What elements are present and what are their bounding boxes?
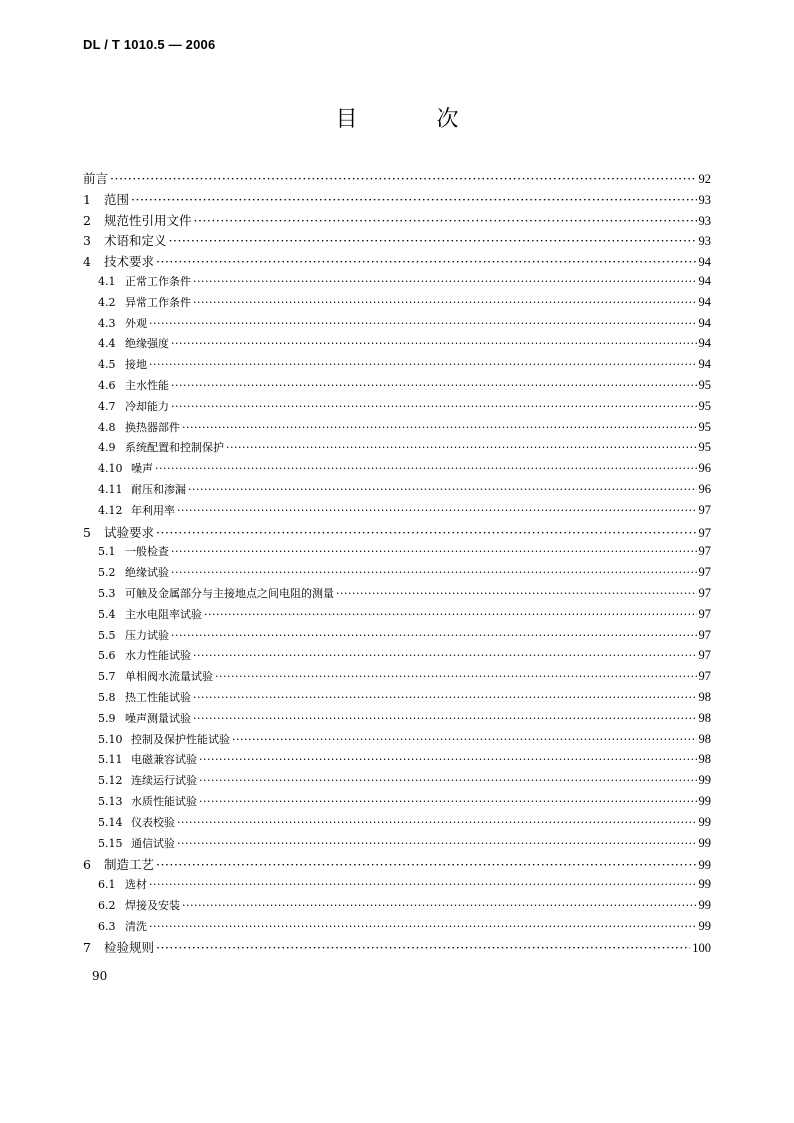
- toc-leader-dots: [169, 233, 697, 248]
- toc-entry-number: 1: [83, 191, 91, 207]
- toc-leader-dots: [188, 483, 697, 496]
- toc-entry-title: 噪声测量试验: [125, 711, 191, 725]
- toc-entry-number: 4.9: [98, 441, 116, 455]
- toc-entry-title: 前言: [83, 171, 109, 186]
- toc-entry-number: 6: [83, 857, 91, 873]
- toc-entry-page: 94: [698, 315, 711, 330]
- toc-entry-page: 98: [698, 710, 711, 725]
- toc-entry[interactable]: [83, 710, 711, 731]
- toc-leader-dots: [156, 525, 696, 540]
- toc-entry-page: 96: [698, 461, 711, 476]
- toc-leader-dots: [199, 753, 697, 766]
- toc-entry[interactable]: [83, 585, 711, 606]
- toc-entry-title: 检验规则: [104, 940, 155, 956]
- toc-entry-page: 93: [698, 192, 711, 207]
- toc-entry-number: 4.7: [98, 399, 116, 413]
- toc-entry-title: 异常工作条件: [125, 295, 191, 309]
- toc-entry[interactable]: [83, 315, 711, 336]
- document-code: DL / T 1010.5 — 2006: [83, 37, 216, 52]
- toc-entry[interactable]: [83, 481, 711, 502]
- toc-entry-page: 97: [698, 669, 711, 684]
- toc-entry-number: 5.7: [98, 670, 116, 684]
- table-of-contents: [83, 169, 711, 959]
- toc-entry-title: 清洗: [125, 919, 147, 933]
- toc-leader-dots: [156, 940, 690, 955]
- toc-entry-page: 99: [698, 877, 711, 892]
- toc-leader-dots: [215, 670, 697, 683]
- toc-entry[interactable]: [83, 273, 711, 294]
- toc-entry-title: 电磁兼容试验: [131, 753, 197, 767]
- toc-entry-number: 4.8: [98, 420, 116, 434]
- toc-entry-page: 94: [698, 255, 711, 270]
- toc-entry-page: 99: [698, 773, 711, 788]
- toc-entry-title: 年利用率: [131, 503, 175, 517]
- toc-entry-number: 4: [83, 254, 91, 270]
- toc-leader-dots: [193, 296, 697, 309]
- toc-leader-dots: [193, 649, 697, 662]
- toc-entry-page: 97: [698, 585, 711, 600]
- toc-entry[interactable]: [83, 460, 711, 481]
- toc-entry-title: 换热器部件: [125, 420, 180, 434]
- toc-leader-dots: [177, 837, 697, 850]
- toc-entry-number: 4.12: [98, 503, 123, 517]
- toc-leader-dots: [149, 358, 697, 371]
- toc-leader-dots: [177, 816, 697, 829]
- toc-entry-page: 94: [698, 273, 711, 288]
- toc-entry-title: 主水电阻率试验: [125, 607, 202, 621]
- toc-entry-number: 5.3: [98, 586, 116, 600]
- toc-leader-dots: [171, 629, 697, 642]
- toc-entry[interactable]: [83, 772, 711, 793]
- toc-entry-page: 97: [698, 525, 711, 540]
- toc-leader-dots: [149, 317, 697, 330]
- toc-entry-title: 冷却能力: [125, 399, 169, 413]
- toc-entry[interactable]: [83, 211, 711, 232]
- toc-entry-title: 单相阀水流量试验: [125, 670, 213, 684]
- toc-entry-number: 4.6: [98, 378, 116, 392]
- toc-entry-title: 一般检查: [125, 545, 169, 559]
- toc-entry[interactable]: [83, 439, 711, 460]
- toc-leader-dots: [194, 213, 697, 228]
- toc-entry-number: 4.10: [98, 462, 123, 476]
- toc-entry-number: 5.15: [98, 836, 123, 850]
- toc-entry-page: 95: [698, 440, 711, 455]
- toc-entry[interactable]: [83, 627, 711, 648]
- toc-leader-dots: [149, 878, 697, 891]
- toc-leader-dots: [204, 608, 697, 621]
- toc-entry-page: 97: [698, 544, 711, 559]
- page-title: 目 次: [335, 107, 495, 132]
- toc-leader-dots: [171, 337, 697, 350]
- toc-entry-number: 5.4: [98, 607, 116, 621]
- toc-entry-number: 4.11: [98, 482, 123, 496]
- toc-entry-number: 4.5: [98, 358, 116, 372]
- toc-entry-page: 99: [698, 814, 711, 829]
- toc-leader-dots: [110, 171, 696, 186]
- toc-entry-number: 7: [83, 940, 91, 956]
- toc-entry-title: 系统配置和控制保护: [125, 441, 224, 455]
- toc-entry-number: 3: [83, 233, 91, 249]
- toc-entry-title: 范围: [104, 191, 130, 207]
- toc-entry[interactable]: [83, 564, 711, 585]
- toc-leader-dots: [336, 587, 697, 600]
- toc-entry[interactable]: [83, 897, 711, 918]
- toc-entry-title: 仪表校验: [131, 815, 175, 829]
- toc-entry-page: 99: [698, 897, 711, 912]
- toc-entry-title: 绝缘强度: [125, 337, 169, 351]
- toc-entry[interactable]: [83, 835, 711, 856]
- toc-entry[interactable]: [83, 169, 711, 190]
- toc-entry[interactable]: [83, 668, 711, 689]
- toc-entry-page: 97: [698, 606, 711, 621]
- toc-entry-page: 97: [698, 627, 711, 642]
- toc-entry-page: 100: [692, 941, 711, 956]
- toc-entry-title: 水质性能试验: [131, 794, 197, 808]
- toc-leader-dots: [182, 899, 697, 912]
- toc-entry-number: 5.12: [98, 774, 123, 788]
- toc-entry-number: 5: [83, 524, 91, 540]
- toc-entry[interactable]: [83, 606, 711, 627]
- toc-leader-dots: [155, 462, 697, 475]
- toc-leader-dots: [226, 441, 697, 454]
- toc-entry-title: 噪声: [131, 462, 153, 476]
- toc-entry[interactable]: [83, 855, 711, 876]
- toc-entry[interactable]: [83, 938, 711, 959]
- toc-entry[interactable]: [83, 751, 711, 772]
- toc-entry-page: 99: [698, 918, 711, 933]
- toc-entry-number: 4.4: [98, 337, 116, 351]
- toc-entry-number: 6.2: [98, 898, 116, 912]
- toc-entry-page: 93: [698, 234, 711, 249]
- toc-leader-dots: [156, 254, 696, 269]
- toc-entry[interactable]: [83, 647, 711, 668]
- toc-entry-title: 术语和定义: [104, 233, 167, 249]
- toc-leader-dots: [193, 691, 697, 704]
- toc-entry-title: 技术要求: [104, 254, 155, 270]
- toc-entry-page: 97: [698, 502, 711, 517]
- toc-entry-title: 可触及金属部分与主接地点之间电阻的测量: [125, 586, 334, 600]
- toc-entry[interactable]: [83, 543, 711, 564]
- toc-entry[interactable]: [83, 502, 711, 523]
- toc-leader-dots: [199, 795, 697, 808]
- toc-leader-dots: [171, 400, 697, 413]
- toc-leader-dots: [177, 504, 697, 517]
- toc-entry-page: 94: [698, 294, 711, 309]
- toc-entry-title: 制造工艺: [104, 857, 155, 873]
- toc-entry-page: 98: [698, 731, 711, 746]
- toc-entry-title: 主水性能: [125, 378, 169, 392]
- toc-entry-number: 5.5: [98, 628, 116, 642]
- page-number: 90: [92, 969, 108, 983]
- toc-entry-page: 92: [698, 172, 711, 186]
- toc-entry[interactable]: [83, 335, 711, 356]
- toc-leader-dots: [156, 857, 696, 872]
- toc-entry-title: 水力性能试验: [125, 649, 191, 663]
- toc-entry[interactable]: [83, 918, 711, 939]
- toc-entry-number: 6.3: [98, 919, 116, 933]
- toc-entry-page: 93: [698, 213, 711, 228]
- toc-entry-number: 5.10: [98, 732, 123, 746]
- toc-entry-number: 5.14: [98, 815, 123, 829]
- toc-entry[interactable]: [83, 294, 711, 315]
- toc-entry-page: 97: [698, 565, 711, 580]
- toc-entry-title: 正常工作条件: [125, 274, 191, 288]
- toc-entry-title: 通信试验: [131, 836, 175, 850]
- toc-entry[interactable]: [83, 231, 711, 252]
- toc-entry[interactable]: [83, 398, 711, 419]
- toc-leader-dots: [232, 733, 697, 746]
- toc-entry-number: 5.11: [98, 753, 123, 767]
- toc-entry-number: 5.8: [98, 690, 116, 704]
- toc-entry-number: 2: [83, 212, 91, 228]
- toc-leader-dots: [149, 920, 697, 933]
- toc-entry-page: 98: [698, 689, 711, 704]
- toc-leader-dots: [182, 421, 697, 434]
- toc-entry-page: 98: [698, 752, 711, 767]
- toc-entry[interactable]: [83, 876, 711, 897]
- toc-entry-number: 5.1: [98, 545, 116, 559]
- toc-entry-title: 热工性能试验: [125, 690, 191, 704]
- toc-entry-title: 规范性引用文件: [104, 212, 192, 228]
- toc-entry-title: 连续运行试验: [131, 774, 197, 788]
- toc-entry-number: 4.2: [98, 295, 116, 309]
- toc-entry-page: 99: [698, 793, 711, 808]
- toc-entry-page: 94: [698, 336, 711, 351]
- toc-entry-title: 压力试验: [125, 628, 169, 642]
- toc-entry[interactable]: [83, 523, 711, 544]
- toc-entry-page: 99: [698, 858, 711, 873]
- toc-entry-page: 97: [698, 648, 711, 663]
- toc-leader-dots: [171, 379, 697, 392]
- toc-leader-dots: [131, 192, 696, 207]
- toc-entry[interactable]: [83, 814, 711, 835]
- toc-entry-number: 6.1: [98, 878, 116, 892]
- toc-entry[interactable]: [83, 793, 711, 814]
- toc-entry-number: 5.2: [98, 566, 116, 580]
- toc-entry[interactable]: [83, 252, 711, 273]
- toc-entry-title: 绝缘试验: [125, 566, 169, 580]
- toc-entry[interactable]: [83, 190, 711, 211]
- toc-entry-title: 选材: [125, 878, 147, 892]
- toc-entry[interactable]: [83, 731, 711, 752]
- toc-entry-page: 95: [698, 419, 711, 434]
- toc-entry-page: 94: [698, 357, 711, 372]
- toc-entry[interactable]: [83, 419, 711, 440]
- toc-entry-title: 耐压和渗漏: [131, 482, 186, 496]
- toc-leader-dots: [171, 566, 697, 579]
- toc-entry-number: 4.3: [98, 316, 116, 330]
- toc-entry-title: 试验要求: [104, 524, 155, 540]
- toc-entry-title: 接地: [125, 358, 147, 372]
- toc-entry-title: 外观: [125, 316, 147, 330]
- toc-entry-page: 99: [698, 835, 711, 850]
- toc-leader-dots: [199, 774, 697, 787]
- toc-entry-number: 5.6: [98, 649, 116, 663]
- toc-entry-page: 95: [698, 377, 711, 392]
- toc-entry-number: 4.1: [98, 274, 116, 288]
- toc-entry-page: 95: [698, 398, 711, 413]
- toc-entry[interactable]: [83, 689, 711, 710]
- toc-leader-dots: [193, 275, 697, 288]
- toc-entry[interactable]: [83, 356, 711, 377]
- toc-entry-title: 焊接及安装: [125, 898, 180, 912]
- toc-leader-dots: [171, 545, 697, 558]
- toc-entry-number: 5.13: [98, 794, 123, 808]
- toc-entry-title: 控制及保护性能试验: [131, 732, 230, 746]
- toc-leader-dots: [193, 712, 697, 725]
- toc-entry[interactable]: [83, 377, 711, 398]
- toc-entry-page: 96: [698, 481, 711, 496]
- toc-entry-number: 5.9: [98, 711, 116, 725]
